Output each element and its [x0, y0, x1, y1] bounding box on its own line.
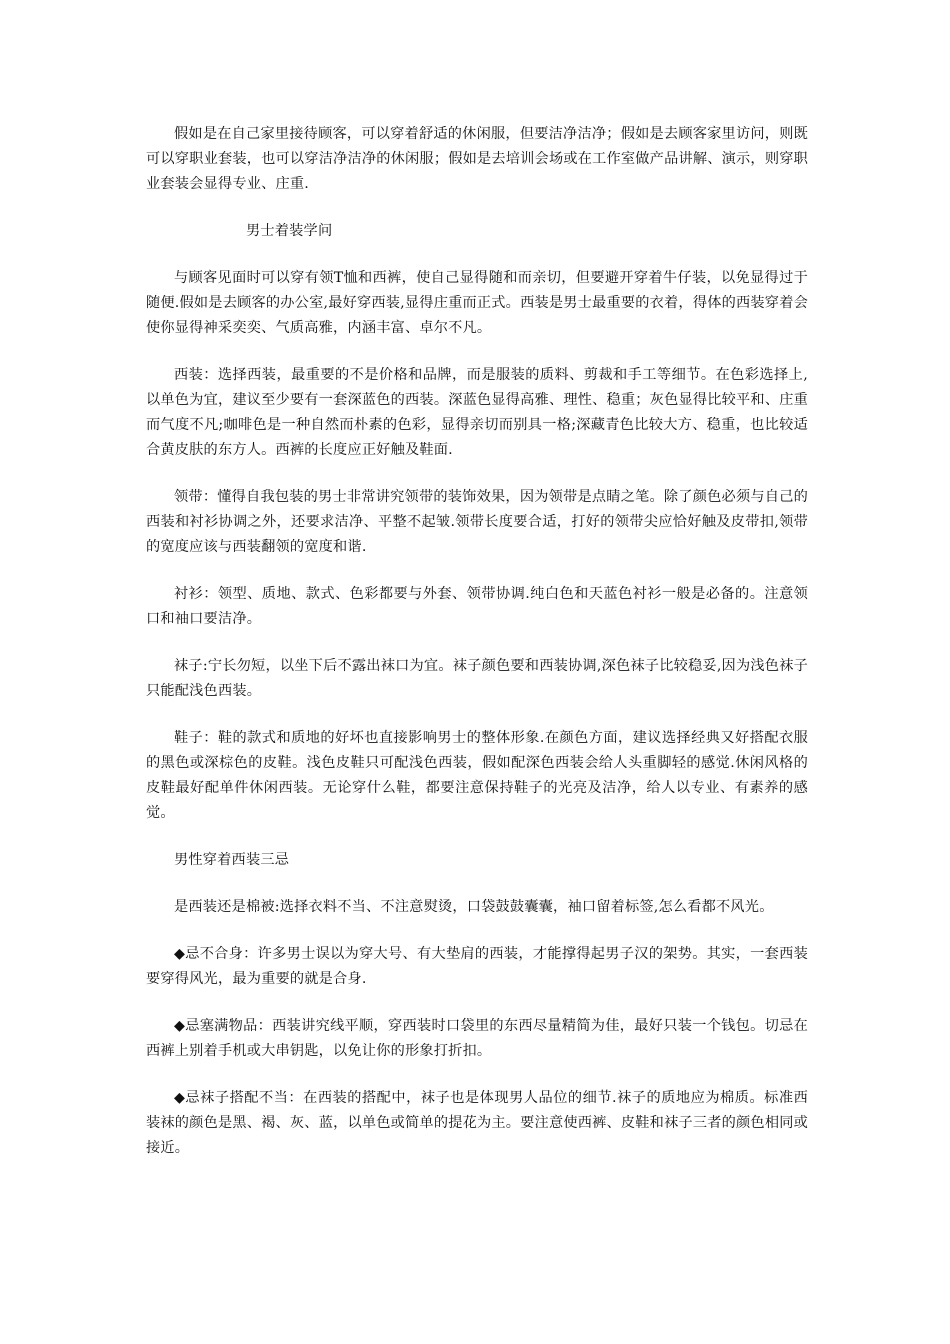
paragraph-tie: 领带：懂得自我包装的男士非常讲究领带的装饰效果，因为领带是点睛之笔。除了颜色必须与自己的西装和衬衫协调之外，还要求洁净、平整不起皱.领带长度要合适，打好的领带尖应恰好触及皮带扣,领带的宽度应该与西装翻领的宽度和谐. — [146, 489, 808, 555]
section-heading-three-taboos: 男性穿着西装三忌 — [174, 852, 290, 868]
paragraph-taboo-pockets: ◆忌塞满物品：西装讲究线平顺，穿西装时口袋里的东西尽量精简为佳，最好只装一个钱包。切忌在西裤上别着手机或大串钥匙，以免让你的形象打折扣。 — [146, 1018, 808, 1059]
paragraph-mens-attire: 与顾客见面时可以穿有领T恤和西裤，使自己显得随和而亲切，但要避开穿着牛仔装，以免显得过于随便.假如是去顾客的办公室,最好穿西装,显得庄重而正式。西装是男士最重要的衣着，得体的西装穿着会使你显得神采奕奕、气质高雅，内涵丰富、卓尔不凡。 — [146, 270, 808, 336]
paragraph-intro: 假如是在自己家里接待顾客，可以穿着舒适的休闲服，但要洁净洁净；假如是去顾客家里访问，则既可以穿职业套装，也可以穿洁净洁净的休闲服；假如是去培训会场或在工作室做产品讲解、演示，则穿职业套装会显得专业、庄重. — [146, 126, 808, 192]
document-body — [146, 122, 808, 1183]
paragraph-taboo-socks: ◆忌袜子搭配不当：在西装的搭配中，袜子也是体现男人品位的细节.袜子的质地应为棉质。标准西装袜的颜色是黑、褐、灰、蓝，以单色或简单的提花为主。要注意使西裤、皮鞋和袜子三者的颜色相同或接近。 — [146, 1090, 808, 1156]
paragraph-shirt: 衬衫：领型、质地、款式、色彩都要与外套、领带协调.纯白色和天蓝色衬衫一般是必备的。注意领口和袖口要洁净。 — [146, 586, 808, 627]
paragraph-taboo-fit: ◆忌不合身：许多男士误以为穿大号、有大垫肩的西装，才能撑得起男子汉的架势。其实，一套西装要穿得风光，最为重要的就是合身. — [146, 946, 808, 987]
paragraph-shoes: 鞋子：鞋的款式和质地的好坏也直接影响男士的整体形象.在颜色方面，建议选择经典又好搭配衣服的黑色或深棕色的皮鞋。浅色皮鞋只可配浅色西装，假如配深色西装会给人头重脚轻的感觉.休闲风格的皮鞋最好配单件休闲西装。无论穿什么鞋，都要注意保持鞋子的光亮及洁净，给人以专业、有素养的感觉。 — [146, 730, 808, 821]
paragraph-suit: 西装：选择西装，最重要的不是价格和品牌，而是服装的质料、剪裁和手工等细节。在色彩选择上,以单色为宜，建议至少要有一套深蓝色的西装。深蓝色显得高雅、理性、稳重；灰色显得比较平和、庄重而气度不凡;咖啡色是一种自然而朴素的色彩，显得亲切而别具一格;深藏青色比较大方、稳重，也比较适合黄皮肤的东方人。西裤的长度应正好触及鞋面. — [146, 367, 808, 458]
section-heading-mens-attire: 男士着装学问 — [246, 223, 333, 239]
paragraph-suit-or-quilt: 是西装还是棉被:选择衣料不当、不注意熨烫，口袋鼓鼓囊囊，袖口留着标签,怎么看都不风光。 — [174, 899, 774, 915]
paragraph-socks: 袜子:宁长勿短，以坐下后不露出袜口为宜。袜子颜色要和西装协调,深色袜子比较稳妥,因为浅色袜子只能配浅色西装。 — [146, 658, 808, 699]
